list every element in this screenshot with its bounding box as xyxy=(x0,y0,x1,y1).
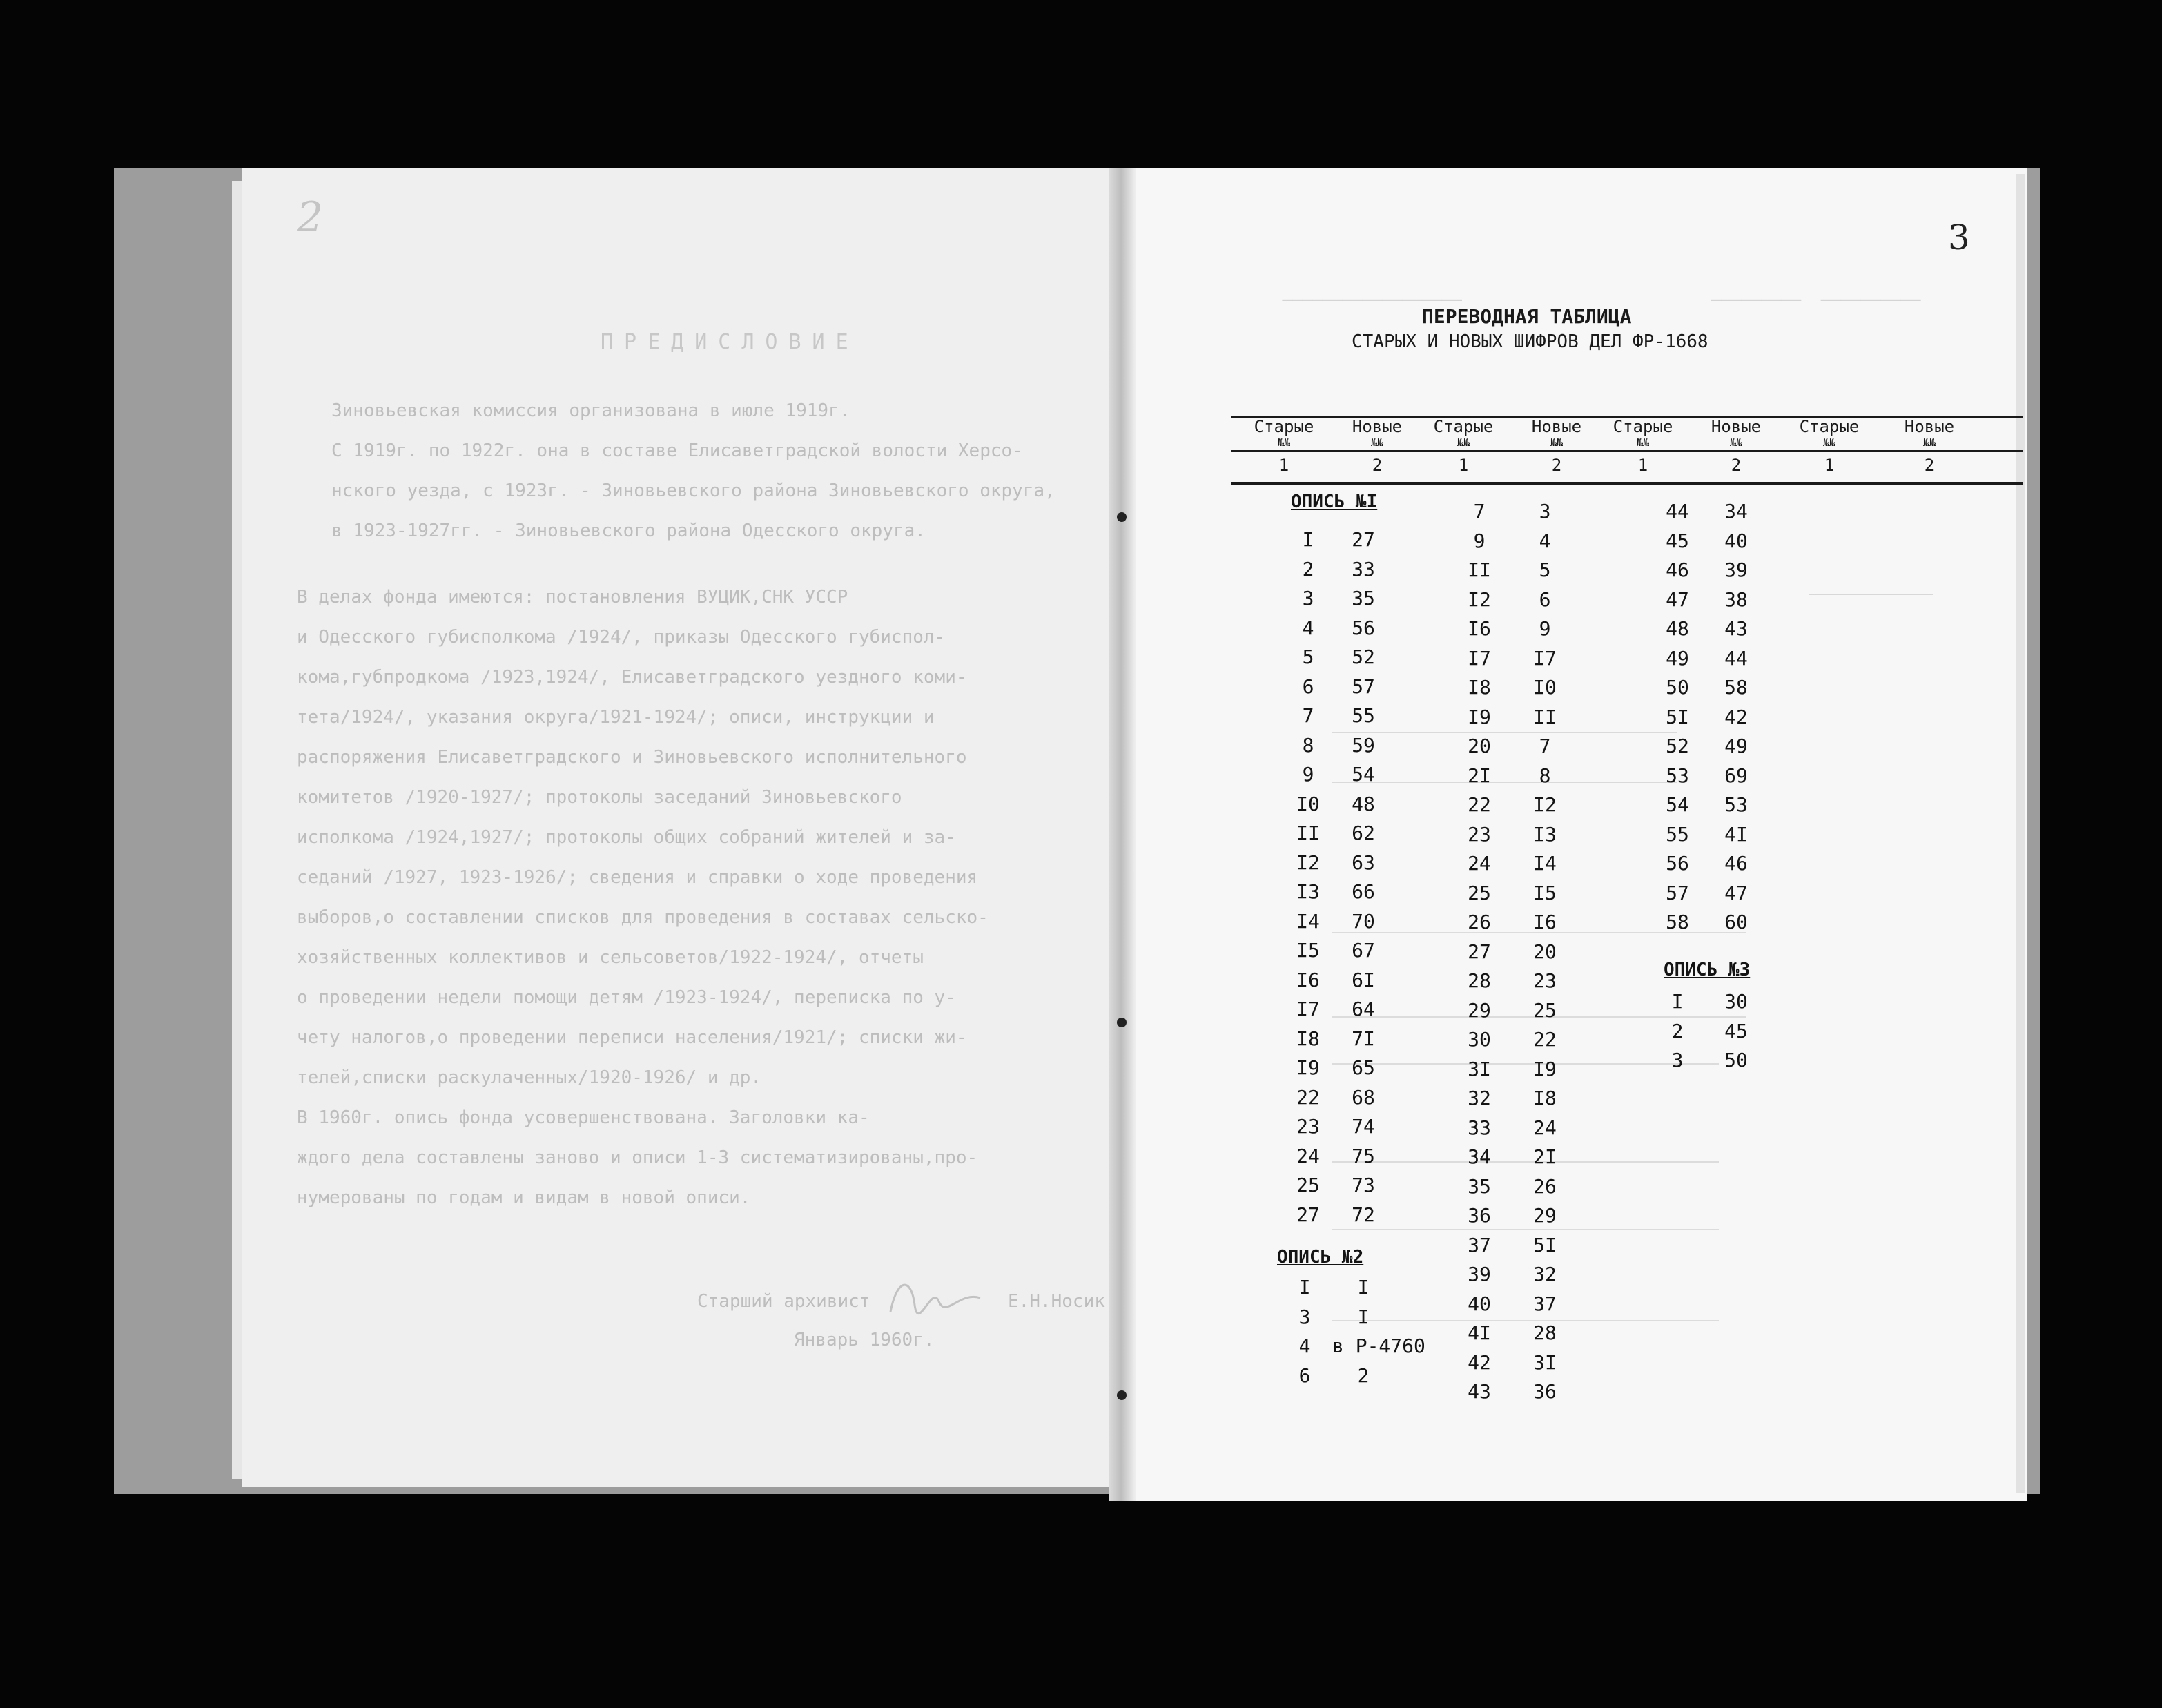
old-code-cell: 42 xyxy=(1468,1350,1491,1374)
old-code-cell: 29 xyxy=(1468,998,1491,1022)
section-heading-op3: ОПИСЬ №3 xyxy=(1664,960,1751,980)
new-code-cell: I3 xyxy=(1533,822,1557,846)
handwritten-signature xyxy=(884,1270,987,1326)
header-label: Новые xyxy=(1531,417,1582,436)
new-code-cell: 62 xyxy=(1352,822,1375,844)
section-heading-op1: ОПИСЬ №I xyxy=(1291,492,1378,512)
header-label: Новые xyxy=(1711,417,1762,436)
bleed-through-text: ────────────────── ───────── ────────── xyxy=(1243,291,1921,310)
header-label: Новые xyxy=(1904,417,1955,436)
old-code-cell: 22 xyxy=(1296,1085,1320,1109)
old-code-cell: 3I xyxy=(1468,1057,1491,1080)
text-line: нумерованы по годам и видам в новой описи. xyxy=(297,1187,751,1208)
old-code-cell: 48 xyxy=(1666,617,1689,640)
old-code-cell: II xyxy=(1296,822,1320,844)
text-line: С 1919г. по 1922г. она в составе Елисаветградской волости Херсо- xyxy=(331,440,1023,461)
new-code-cell: I xyxy=(1357,1276,1370,1299)
new-code-cell: 56 xyxy=(1352,616,1375,639)
new-code-cell: 59 xyxy=(1352,733,1375,757)
new-code-cell: I5 xyxy=(1533,881,1557,904)
new-code-cell: 22 xyxy=(1533,1028,1557,1051)
old-code-cell: 4 xyxy=(1302,616,1314,639)
old-code-cell: I5 xyxy=(1296,939,1320,962)
bleed-through-mark xyxy=(1809,594,1933,623)
new-code-cell: I6 xyxy=(1533,911,1557,933)
old-code-cell: I7 xyxy=(1296,998,1320,1020)
table-title: ПЕРЕВОДНАЯ ТАБЛИЦА xyxy=(1422,305,1632,328)
new-code-cell: 20 xyxy=(1533,940,1557,963)
old-code-cell: 9 xyxy=(1473,529,1486,552)
old-code-cell: 2 xyxy=(1302,557,1314,581)
new-code-cell: 39 xyxy=(1724,559,1748,581)
old-code-cell: 6 xyxy=(1298,1364,1311,1387)
old-code-cell: 52 xyxy=(1666,735,1689,757)
new-code-cell: 3I xyxy=(1533,1350,1557,1374)
text-line: о проведении недели помощи детям /1923-1924/, переписка по у- xyxy=(297,987,956,1008)
old-code-cell: 26 xyxy=(1468,911,1491,933)
binding-hole xyxy=(1117,512,1127,522)
new-code-cell: 23 xyxy=(1533,969,1557,992)
new-code-cell: 5I xyxy=(1533,1233,1557,1256)
text-line: тета/1924/, указания округа/1921-1924/; описи, инструкции и xyxy=(297,707,935,728)
page-edge xyxy=(2016,174,2025,1493)
new-code-cell: I7 xyxy=(1533,646,1557,670)
new-code-cell: 7 xyxy=(1539,735,1551,757)
new-code-cell: 38 xyxy=(1724,588,1748,611)
new-code-cell: 50 xyxy=(1724,1049,1748,1071)
signature-name: Е.Н.Носик xyxy=(1008,1291,1105,1312)
new-code-cell: 48 xyxy=(1352,792,1375,815)
old-code-cell: I4 xyxy=(1296,909,1320,933)
old-code-cell: 5I xyxy=(1666,705,1689,728)
new-code-cell: 25 xyxy=(1533,998,1557,1022)
old-code-cell: 54 xyxy=(1666,793,1689,816)
new-code-cell: 30 xyxy=(1724,990,1748,1013)
new-code-cell: 52 xyxy=(1352,646,1375,668)
header-label: Старые xyxy=(1254,417,1314,436)
paragraph-2 xyxy=(297,577,989,1098)
old-code-cell: 3 xyxy=(1298,1305,1311,1328)
old-code-cell: I9 xyxy=(1296,1056,1320,1079)
old-code-cell: II xyxy=(1468,559,1491,581)
new-code-cell: 3 xyxy=(1539,500,1551,523)
new-code-cell: 37 xyxy=(1533,1292,1557,1315)
text-line: ждого дела составлены заново и описи 1-3 систематизированы,про- xyxy=(297,1147,978,1168)
new-code-cell: 7I xyxy=(1352,1027,1375,1050)
new-code-cell: 29 xyxy=(1533,1204,1557,1227)
old-code-cell: 25 xyxy=(1468,881,1491,904)
new-code-cell: 72 xyxy=(1352,1203,1375,1226)
new-code-cell: 26 xyxy=(1533,1174,1557,1198)
header-label: Новые xyxy=(1352,417,1403,436)
text-line: исполкома /1924,1927/; протоколы общих собраний жителей и за- xyxy=(297,827,956,848)
old-code-cell: 33 xyxy=(1468,1116,1491,1139)
text-line: комитетов /1920-1927/; протоколы заседаний Зиновьевского xyxy=(297,787,902,808)
new-code-cell: 45 xyxy=(1724,1019,1748,1042)
page-title: ПРЕДИСЛОВИЕ xyxy=(601,330,859,354)
old-code-cell: 3 xyxy=(1671,1049,1684,1071)
signature-date: Январь 1960г. xyxy=(794,1330,935,1350)
new-code-cell: 33 xyxy=(1352,557,1375,581)
column-number: 2 xyxy=(1924,456,1935,475)
old-code-cell: 53 xyxy=(1666,764,1689,787)
book-gutter xyxy=(1109,168,1136,1501)
column-header-new xyxy=(1336,417,1419,449)
text-line: нского уезда, с 1923г. - Зиновьевского района Зиновьевского округа, xyxy=(331,481,1055,501)
page-number: 2 xyxy=(297,193,324,242)
header-sublabel: №№ xyxy=(1550,436,1564,449)
new-code-cell: I2 xyxy=(1533,793,1557,816)
old-code-cell: 32 xyxy=(1468,1087,1491,1109)
text-line: телей,списки раскулаченных/1920-1926/ и др. xyxy=(297,1067,762,1088)
old-code-cell: 44 xyxy=(1666,500,1689,523)
old-code-cell: 28 xyxy=(1468,969,1491,992)
new-code-cell: 6 xyxy=(1539,588,1551,611)
new-code-cell: 63 xyxy=(1352,851,1375,874)
header-label: Старые xyxy=(1433,417,1494,436)
section-heading-op2: ОПИСЬ №2 xyxy=(1277,1247,1364,1268)
text-line: и Одесского губисполкома /1924/, приказы Одесского губиспол- xyxy=(297,627,946,648)
old-code-cell: I0 xyxy=(1296,792,1320,815)
new-code-cell: 73 xyxy=(1352,1174,1375,1196)
column-header-old xyxy=(1243,417,1325,449)
old-code-cell: 7 xyxy=(1302,704,1314,727)
new-code-cell: 9 xyxy=(1539,617,1551,640)
old-code-cell: 8 xyxy=(1302,733,1314,757)
old-code-cell: 55 xyxy=(1666,822,1689,846)
old-code-cell: I2 xyxy=(1296,851,1320,874)
old-code-cell: 27 xyxy=(1296,1203,1320,1226)
old-code-cell: 23 xyxy=(1468,822,1491,846)
text-line: в 1923-1927гг. - Зиновьевского района Одесского округа. xyxy=(331,521,926,541)
header-rule xyxy=(1231,482,2023,485)
old-code-cell: 40 xyxy=(1468,1292,1491,1315)
new-code-cell: 60 xyxy=(1724,911,1748,933)
header-rule xyxy=(1231,450,2023,452)
text-line: выборов,о составлении списков для проведения в составах сельско- xyxy=(297,907,989,928)
old-code-cell: I8 xyxy=(1468,676,1491,699)
table-subtitle: СТАРЫХ И НОВЫХ ШИФРОВ ДЕЛ ФР-1668 xyxy=(1352,331,1708,352)
header-sublabel: №№ xyxy=(1729,436,1743,449)
new-code-cell: 6I xyxy=(1352,968,1375,991)
text-line: Зиновьевская комиссия организована в июле 1919г. xyxy=(331,400,850,421)
new-code-cell: 44 xyxy=(1724,646,1748,670)
new-code-cell: 2 xyxy=(1357,1364,1370,1387)
old-code-cell: I6 xyxy=(1296,968,1320,991)
new-code-cell: 40 xyxy=(1724,529,1748,552)
new-code-cell: 66 xyxy=(1352,880,1375,903)
text-line: В 1960г. опись фонда усовершенствована. Заголовки ка- xyxy=(297,1107,870,1128)
new-code-cell: 65 xyxy=(1352,1056,1375,1079)
header-sublabel: №№ xyxy=(1277,436,1291,449)
new-code-cell: 27 xyxy=(1352,528,1375,551)
binding-hole xyxy=(1117,1018,1127,1027)
binding-hole xyxy=(1117,1390,1127,1400)
new-code-cell: 55 xyxy=(1352,704,1375,727)
new-code-cell: 54 xyxy=(1352,763,1375,786)
new-code-cell: 58 xyxy=(1724,676,1748,699)
new-code-cell: 5 xyxy=(1539,559,1551,581)
old-code-cell: 9 xyxy=(1302,763,1314,786)
header-label: Старые xyxy=(1799,417,1860,436)
old-code-cell: 49 xyxy=(1666,646,1689,670)
new-code-cell: 34 xyxy=(1724,500,1748,523)
old-code-cell: 22 xyxy=(1468,793,1491,816)
old-code-cell: 20 xyxy=(1468,735,1491,757)
old-code-cell: 2 xyxy=(1671,1019,1684,1042)
new-code-cell: I4 xyxy=(1533,852,1557,875)
old-code-cell: 50 xyxy=(1666,676,1689,699)
old-code-cell: 57 xyxy=(1666,881,1689,904)
text-line: хозяйственных коллективов и сельсоветов/1922-1924/, отчеты xyxy=(297,947,924,968)
old-code-cell: 43 xyxy=(1468,1380,1491,1403)
old-code-cell: I9 xyxy=(1468,705,1491,728)
new-code-cell: 32 xyxy=(1533,1263,1557,1285)
new-code-cell: I xyxy=(1357,1305,1370,1328)
new-code-cell: 64 xyxy=(1352,998,1375,1020)
new-code-cell: 24 xyxy=(1533,1116,1557,1139)
header-sublabel: №№ xyxy=(1636,436,1650,449)
column-number: 1 xyxy=(1458,456,1469,475)
paragraph-1 xyxy=(331,391,1055,551)
old-code-cell: 35 xyxy=(1468,1174,1491,1198)
signature-role: Старший архивист xyxy=(697,1291,870,1312)
new-code-cell: 69 xyxy=(1724,764,1748,787)
old-code-cell: 25 xyxy=(1296,1174,1320,1196)
column-number: 1 xyxy=(1278,456,1289,475)
new-code-cell: 75 xyxy=(1352,1144,1375,1167)
old-code-cell: 56 xyxy=(1666,852,1689,875)
column-number: 2 xyxy=(1372,456,1383,475)
old-code-cell: I7 xyxy=(1468,646,1491,670)
old-code-cell: I2 xyxy=(1468,588,1491,611)
header-label: Старые xyxy=(1613,417,1673,436)
new-code-cell: 43 xyxy=(1724,617,1748,640)
old-code-cell: 4I xyxy=(1468,1321,1491,1344)
old-code-cell: 2I xyxy=(1468,764,1491,787)
new-code-cell: 67 xyxy=(1352,939,1375,962)
old-code-cell: 7 xyxy=(1473,500,1486,523)
old-code-cell: 3 xyxy=(1302,587,1314,610)
old-code-cell: 23 xyxy=(1296,1115,1320,1138)
old-code-cell: I xyxy=(1302,528,1314,551)
old-code-cell: 24 xyxy=(1468,852,1491,875)
old-code-cell: 58 xyxy=(1666,911,1689,933)
old-code-cell: 37 xyxy=(1468,1233,1491,1256)
new-code-cell: 47 xyxy=(1724,881,1748,904)
new-code-cell: I8 xyxy=(1533,1087,1557,1109)
new-code-cell: 42 xyxy=(1724,705,1748,728)
old-code-cell: 39 xyxy=(1468,1263,1491,1285)
old-code-cell: 45 xyxy=(1666,529,1689,552)
old-code-cell: 46 xyxy=(1666,559,1689,581)
header-sublabel: №№ xyxy=(1457,436,1470,449)
new-code-cell: 46 xyxy=(1724,852,1748,875)
old-code-cell: 34 xyxy=(1468,1145,1491,1168)
old-code-cell: 30 xyxy=(1468,1028,1491,1051)
text-line: В делах фонда имеются: постановления ВУЦИК,СНК УССР xyxy=(297,587,848,608)
column-number: 1 xyxy=(1637,456,1648,475)
new-code-cell: 49 xyxy=(1724,735,1748,757)
new-code-cell: 28 xyxy=(1533,1321,1557,1344)
old-code-cell: I8 xyxy=(1296,1027,1320,1050)
text-line: распоряжения Елисаветградского и Зиновьевского исполнительного xyxy=(297,747,967,768)
text-line: седаний /1927, 1923-1926/; сведения и справки о ходе проведения xyxy=(297,867,978,888)
new-code-cell: в Р-4760 xyxy=(1332,1335,1425,1357)
new-code-cell: I0 xyxy=(1533,676,1557,699)
old-code-cell: 5 xyxy=(1302,646,1314,668)
old-code-cell: 27 xyxy=(1468,940,1491,963)
column-number: 2 xyxy=(1731,456,1742,475)
old-code-cell: I xyxy=(1671,990,1684,1013)
old-code-cell: I xyxy=(1298,1276,1311,1299)
column-number: 2 xyxy=(1551,456,1562,475)
column-header-old xyxy=(1601,417,1684,449)
column-header-new xyxy=(1888,417,1971,449)
text-line: чету налогов,о проведении переписи населения/1921/; списки жи- xyxy=(297,1027,967,1048)
column-header-new xyxy=(1515,417,1598,449)
new-code-cell: I9 xyxy=(1533,1057,1557,1080)
text-line: кома,губпродкома /1923,1924/, Елисаветградского уездного коми- xyxy=(297,667,967,688)
new-code-cell: 70 xyxy=(1352,909,1375,933)
new-code-cell: 74 xyxy=(1352,1115,1375,1138)
new-code-cell: 53 xyxy=(1724,793,1748,816)
new-code-cell: II xyxy=(1533,705,1557,728)
new-code-cell: 8 xyxy=(1539,764,1551,787)
old-code-cell: I6 xyxy=(1468,617,1491,640)
column-header-new xyxy=(1695,417,1778,449)
old-code-cell: 6 xyxy=(1302,675,1314,698)
old-code-cell: 24 xyxy=(1296,1144,1320,1167)
new-code-cell: 68 xyxy=(1352,1085,1375,1109)
column-header-old xyxy=(1788,417,1871,449)
paragraph-3 xyxy=(297,1098,977,1218)
new-code-cell: 4I xyxy=(1724,822,1748,846)
old-code-cell: 4 xyxy=(1298,1335,1311,1357)
header-sublabel: №№ xyxy=(1822,436,1836,449)
column-number: 1 xyxy=(1824,456,1835,475)
old-code-cell: I3 xyxy=(1296,880,1320,903)
new-code-cell: 57 xyxy=(1352,675,1375,698)
new-code-cell: 36 xyxy=(1533,1380,1557,1403)
old-code-cell: 36 xyxy=(1468,1204,1491,1227)
old-code-cell: 47 xyxy=(1666,588,1689,611)
header-sublabel: №№ xyxy=(1370,436,1384,449)
page-number: 3 xyxy=(1948,217,1970,258)
new-code-cell: 35 xyxy=(1352,587,1375,610)
column-header-old xyxy=(1422,417,1505,449)
new-code-cell: 2I xyxy=(1533,1145,1557,1168)
new-code-cell: 4 xyxy=(1539,529,1551,552)
header-sublabel: №№ xyxy=(1922,436,1936,449)
